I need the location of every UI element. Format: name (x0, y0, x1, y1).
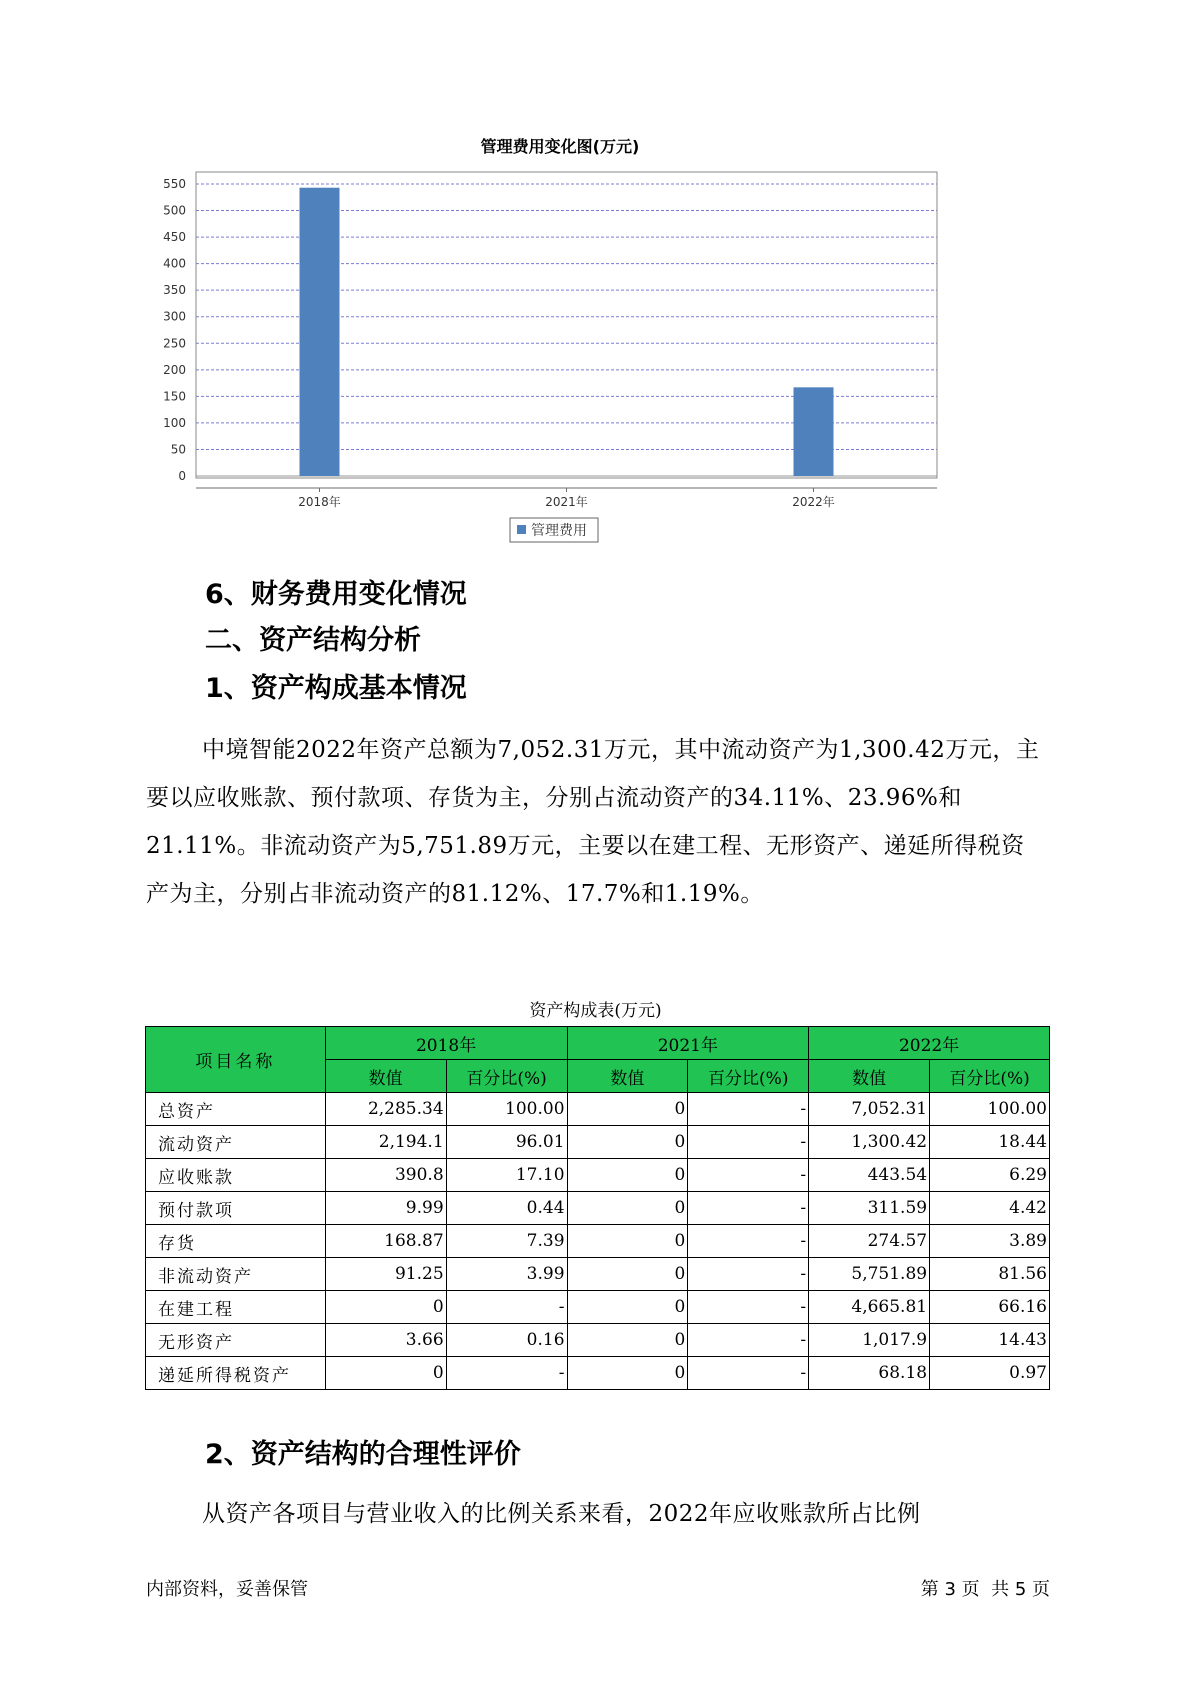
cell: 168.87 (325, 1225, 446, 1258)
cell: 6.29 (930, 1159, 1050, 1192)
cell: 14.43 (930, 1324, 1050, 1357)
y-tick-label: 400 (163, 256, 186, 271)
cell: 18.44 (930, 1126, 1050, 1159)
bar-2018年 (300, 188, 340, 476)
cell: 0 (567, 1093, 688, 1126)
table-row (146, 1324, 1050, 1357)
legend-label: 管理费用 (531, 523, 587, 539)
cell: 7,052.31 (809, 1093, 930, 1126)
header-year-2022: 2022年 (809, 1027, 1050, 1060)
x-tick-label: 2021年 (545, 495, 588, 509)
cell: 68.18 (809, 1357, 930, 1390)
cell: - (688, 1093, 809, 1126)
cell: 3.99 (446, 1258, 567, 1291)
cell: 0 (567, 1225, 688, 1258)
cell: - (688, 1126, 809, 1159)
x-axis-tick-labels (298, 488, 835, 509)
table-row (146, 1159, 1050, 1192)
heading-asset-composition: 1、资产构成基本情况 (205, 673, 467, 704)
cell: 81.56 (930, 1258, 1050, 1291)
header-year-2018: 2018年 (325, 1027, 567, 1060)
cell: - (688, 1192, 809, 1225)
table-title: 资产构成表(万元) (529, 1001, 662, 1021)
legend-swatch (517, 525, 526, 534)
heading-asset-structure: 二、资产结构分析 (205, 625, 421, 656)
cell: 7.39 (446, 1225, 567, 1258)
cell: - (688, 1258, 809, 1291)
y-tick-label: 0 (178, 469, 186, 483)
cell: 0 (567, 1357, 688, 1390)
chart-legend (510, 518, 598, 542)
y-tick-label: 50 (170, 442, 186, 457)
cell: 2,285.34 (325, 1093, 446, 1126)
cell: 0.44 (446, 1192, 567, 1225)
y-tick-label: 100 (163, 415, 186, 430)
cell: 0 (567, 1324, 688, 1357)
header-year-2021: 2021年 (567, 1027, 809, 1060)
footer-page-number: 第 3 页 共 5 页 (920, 1579, 1050, 1600)
cell: - (688, 1225, 809, 1258)
y-tick-label: 200 (163, 362, 186, 377)
cell: 1,300.42 (809, 1126, 930, 1159)
table-row (146, 1291, 1050, 1324)
cell: - (688, 1159, 809, 1192)
heading-asset-evaluation: 2、资产结构的合理性评价 (205, 1439, 521, 1470)
cell: 4,665.81 (809, 1291, 930, 1324)
table-row (146, 1192, 1050, 1225)
cell: 311.59 (809, 1192, 930, 1225)
header-value: 数值 (809, 1060, 930, 1093)
cell: 9.99 (325, 1192, 446, 1225)
heading-finance-expense: 6、财务费用变化情况 (205, 579, 467, 610)
cell: 390.8 (325, 1159, 446, 1192)
table-row (146, 1126, 1050, 1159)
cell: 0 (567, 1192, 688, 1225)
row-name: 递延所得税资产 (146, 1357, 326, 1390)
table-row (146, 1225, 1050, 1258)
cell: 443.54 (809, 1159, 930, 1192)
cell: 1,017.9 (809, 1324, 930, 1357)
y-tick-label: 150 (163, 389, 186, 404)
paragraph-asset-summary: 中境智能2022年资产总额为7,052.31万元，其中流动资产为1,300.42万元，主要以应收账款、预付款项、存货为主，分别占流动资产的34.11%、23.96%和21.11%。非流动资产为5,751.89万元，主要以在建工程、无形资产、递延所得税资产为主，分别占非流动资产的81.12%、17.7%和1.19%。 (146, 737, 1040, 907)
row-name: 流动资产 (146, 1126, 326, 1159)
cell: 0 (325, 1291, 446, 1324)
cell: 0 (567, 1159, 688, 1192)
table-row (146, 1093, 1050, 1126)
cell: 2,194.1 (325, 1126, 446, 1159)
header-percent: 百分比(%) (930, 1060, 1050, 1093)
footer-confidential-note: 内部资料，妥善保管 (146, 1579, 308, 1600)
header-percent: 百分比(%) (688, 1060, 809, 1093)
chart-bars (300, 188, 834, 476)
cell: 274.57 (809, 1225, 930, 1258)
row-name: 无形资产 (146, 1324, 326, 1357)
cell: - (688, 1357, 809, 1390)
header-percent: 百分比(%) (446, 1060, 567, 1093)
cell: 0 (567, 1126, 688, 1159)
bar-2022年 (794, 387, 834, 476)
cell: 0 (567, 1291, 688, 1324)
x-tick-label: 2018年 (298, 495, 341, 509)
cell: 4.42 (930, 1192, 1050, 1225)
header-value: 数值 (567, 1060, 688, 1093)
cell: 66.16 (930, 1291, 1050, 1324)
x-tick-label: 2022年 (792, 495, 835, 509)
admin-expense-bar-chart (163, 137, 1030, 590)
row-name: 应收账款 (146, 1159, 326, 1192)
paragraph-evaluation: 从资产各项目与营业收入的比例关系来看，2022年应收账款所占比例 (202, 1501, 921, 1527)
cell: - (446, 1291, 567, 1324)
cell: - (688, 1291, 809, 1324)
cell: 0 (567, 1258, 688, 1291)
cell: 5,751.89 (809, 1258, 930, 1291)
cell: 96.01 (446, 1126, 567, 1159)
cell: - (688, 1324, 809, 1357)
cell: 0 (325, 1357, 446, 1390)
cell: 3.89 (930, 1225, 1050, 1258)
cell: - (446, 1357, 567, 1390)
row-name: 存货 (146, 1225, 326, 1258)
row-name: 在建工程 (146, 1291, 326, 1324)
table-row (146, 1357, 1050, 1390)
y-axis-tick-labels (163, 177, 186, 483)
cell: 0.97 (930, 1357, 1050, 1390)
y-tick-label: 250 (163, 336, 186, 351)
y-tick-label: 550 (163, 177, 186, 191)
row-name: 预付款项 (146, 1192, 326, 1225)
row-name: 总资产 (146, 1093, 326, 1126)
y-tick-label: 300 (163, 309, 186, 324)
header-item-name: 项目名称 (146, 1027, 326, 1093)
cell: 100.00 (446, 1093, 567, 1126)
cell: 0.16 (446, 1324, 567, 1357)
cell: 100.00 (930, 1093, 1050, 1126)
header-value: 数值 (325, 1060, 446, 1093)
cell: 3.66 (325, 1324, 446, 1357)
cell: 91.25 (325, 1258, 446, 1291)
y-tick-label: 350 (163, 283, 186, 298)
table-row (146, 1258, 1050, 1291)
row-name: 非流动资产 (146, 1258, 326, 1291)
y-tick-label: 450 (163, 230, 186, 245)
y-tick-label: 500 (163, 203, 186, 218)
chart-title: 管理费用变化图(万元) (480, 137, 640, 156)
asset-composition-table (145, 1026, 1050, 1390)
cell: 17.10 (446, 1159, 567, 1192)
